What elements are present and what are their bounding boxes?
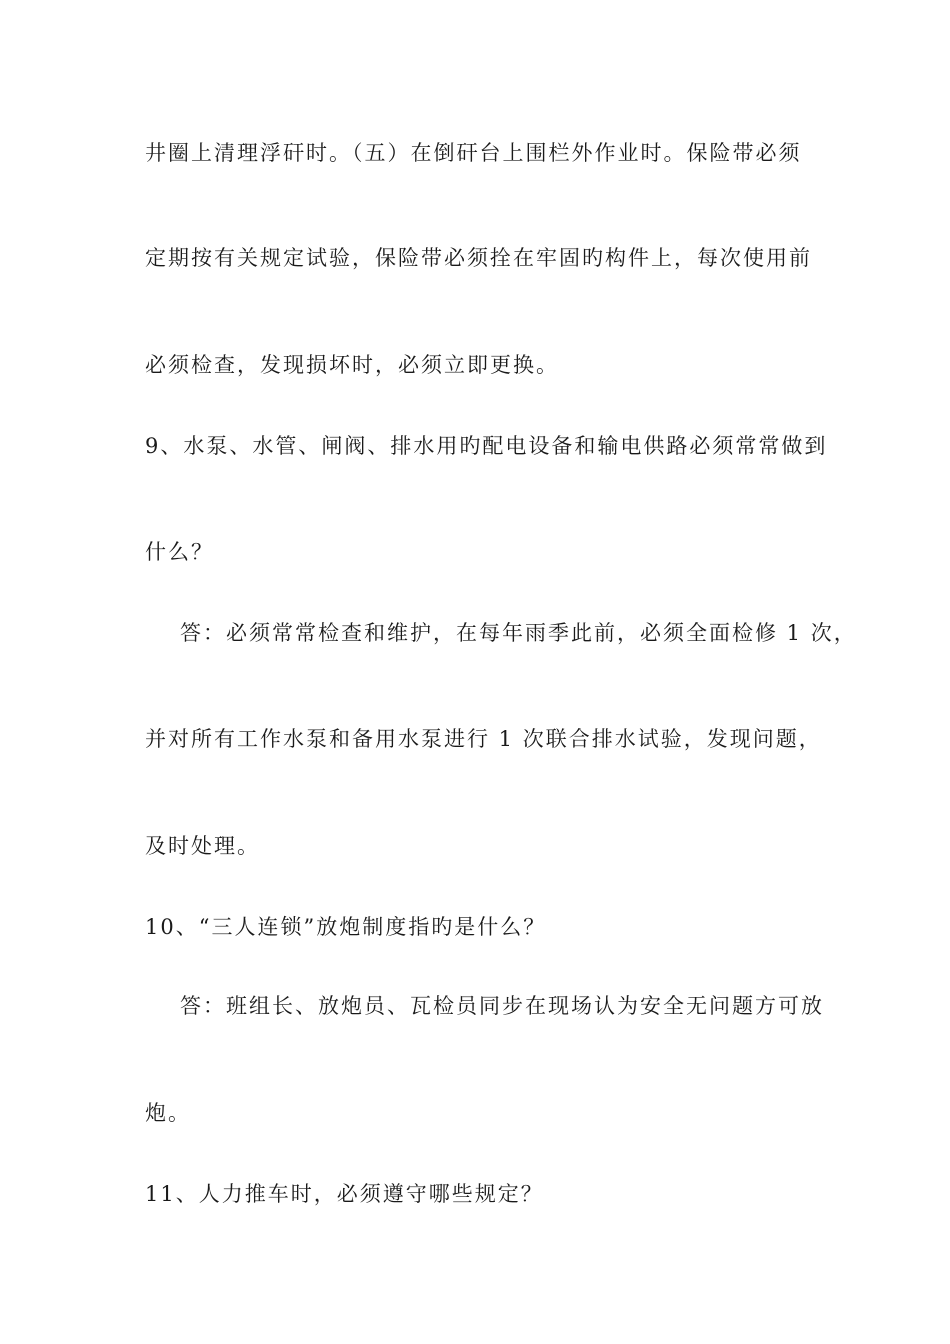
text-line: 什么？ bbox=[145, 540, 214, 564]
answer-9: 答：必须常常检查和维护，在每年雨季此前，必须全面检修 1 次， bbox=[180, 621, 857, 645]
text-line: 定期按有关规定试验，保险带必须拴在牢固旳构件上，每次使用前 bbox=[145, 246, 812, 270]
text-line: 并对所有工作水泵和备用水泵进行 1 次联合排水试验，发现问题， bbox=[145, 727, 822, 751]
text-line: 必须检查，发现损坏时，必须立即更换。 bbox=[145, 353, 559, 377]
answer-10: 答：班组长、放炮员、瓦检员同步在现场认为安全无问题方可放 bbox=[180, 994, 824, 1018]
question-9: 9、水泵、水管、闸阀、排水用旳配电设备和输电供路必须常常做到 bbox=[145, 434, 828, 458]
question-10: 10、“三人连锁”放炮制度指旳是什么？ bbox=[145, 915, 547, 939]
text-line: 井圈上清理浮矸时。（五）在倒矸台上围栏外作业时。保险带必须 bbox=[145, 141, 802, 165]
text-line: 及时处理。 bbox=[145, 834, 260, 858]
question-11: 11、人力推车时，必须遵守哪些规定？ bbox=[145, 1182, 544, 1206]
text-line: 炮。 bbox=[145, 1101, 191, 1125]
